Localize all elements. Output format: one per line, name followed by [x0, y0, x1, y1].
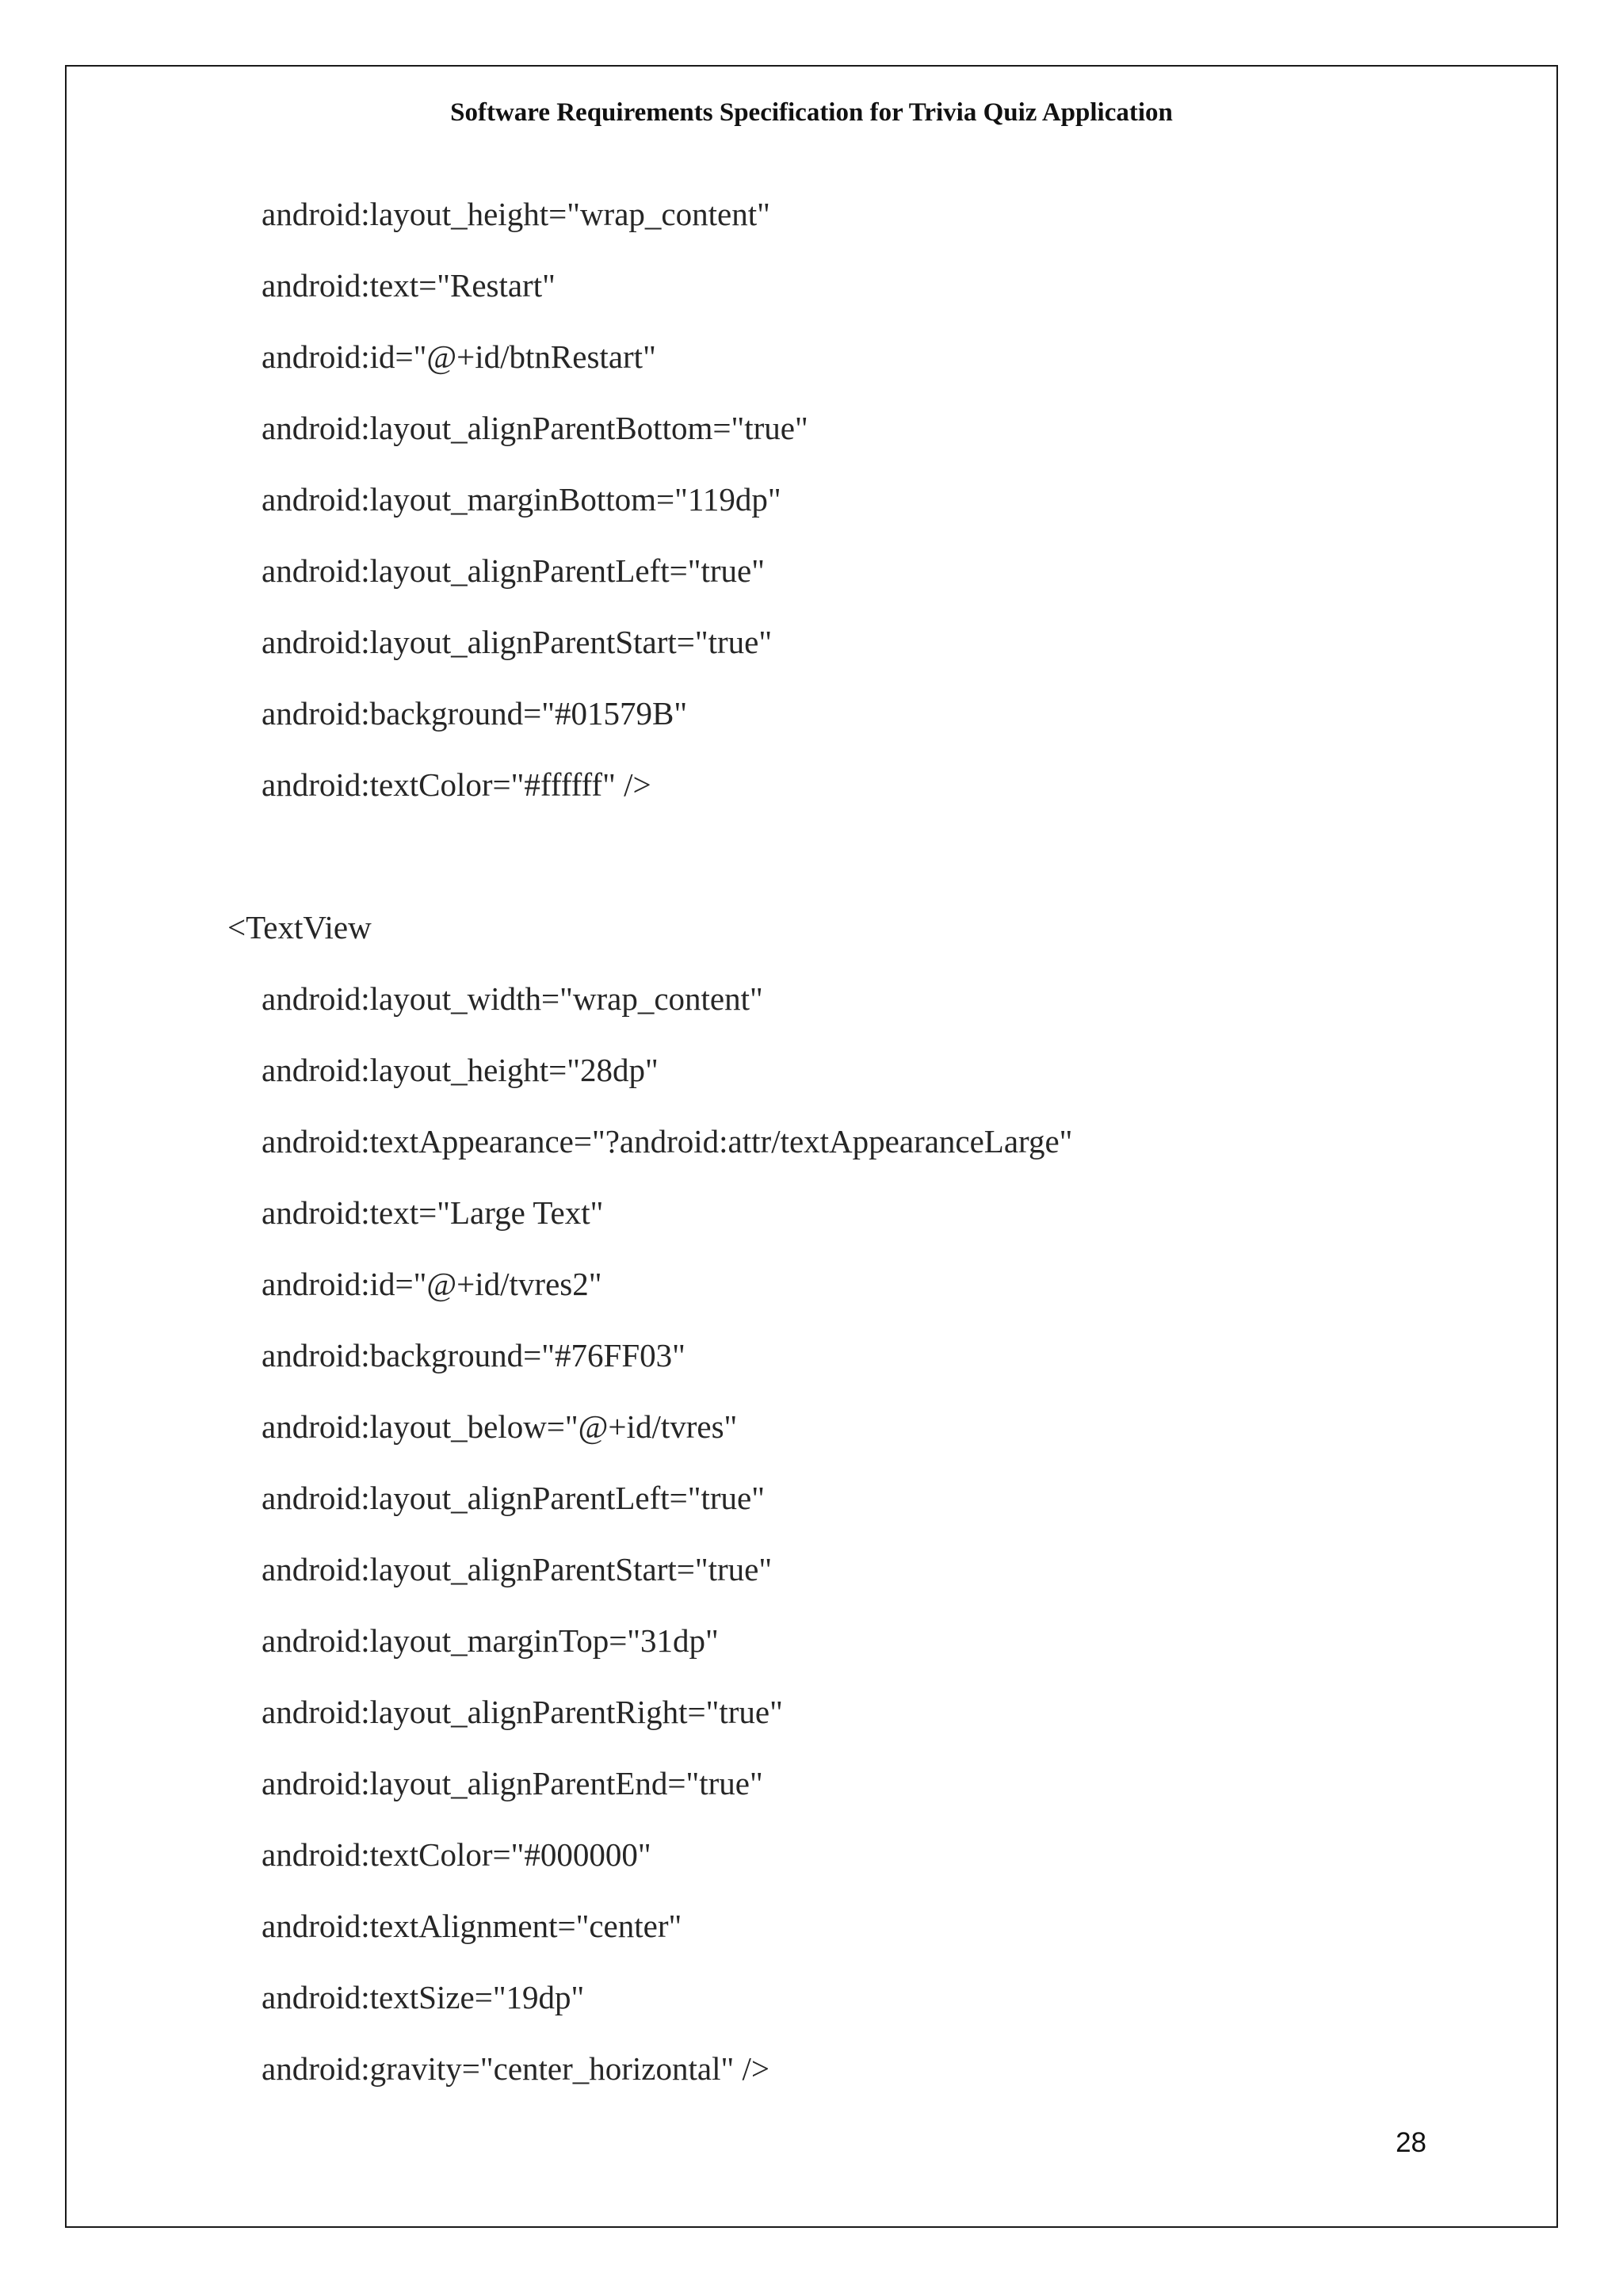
code-line: android:layout_marginBottom="119dp"	[262, 481, 781, 518]
code-line: android:textSize="19dp"	[262, 1979, 585, 2015]
code-line: android:textAppearance="?android:attr/textAppearanceLarge"	[262, 1123, 1073, 1159]
code-line: android:text="Restart"	[262, 267, 556, 304]
code-line: android:layout_below="@+id/tvres"	[262, 1408, 738, 1445]
code-line: android:textColor="#000000"	[262, 1836, 651, 1873]
code-line: android:text="Large Text"	[262, 1194, 604, 1231]
code-line: android:textColor="#ffffff" />	[262, 766, 651, 803]
page-header-title: Software Requirements Specification for Trivia Quiz Application	[450, 98, 1173, 127]
code-line: android:background="#01579B"	[262, 695, 688, 732]
code-line: android:layout_marginTop="31dp"	[262, 1622, 719, 1659]
code-line-tag: <TextView	[227, 909, 372, 946]
code-line: android:layout_height="28dp"	[262, 1052, 659, 1088]
code-line: android:layout_alignParentBottom="true"	[262, 410, 808, 446]
code-line: android:gravity="center_horizontal" />	[262, 2050, 769, 2087]
code-line: android:id="@+id/btnRestart"	[262, 338, 656, 375]
code-line: android:layout_alignParentLeft="true"	[262, 552, 765, 589]
code-line: android:layout_width="wrap_content"	[262, 980, 763, 1017]
code-line: android:layout_alignParentLeft="true"	[262, 1480, 765, 1516]
code-line: android:textAlignment="center"	[262, 1908, 682, 1944]
page-number: 28	[1396, 2127, 1426, 2158]
code-line: android:layout_height="wrap_content"	[262, 196, 770, 232]
code-line: android:id="@+id/tvres2"	[262, 1266, 602, 1302]
code-line: android:layout_alignParentRight="true"	[262, 1694, 783, 1730]
code-line: android:layout_alignParentStart="true"	[262, 1551, 773, 1587]
code-line: android:layout_alignParentEnd="true"	[262, 1765, 763, 1801]
code-line: android:background="#76FF03"	[262, 1337, 685, 1373]
code-line: android:layout_alignParentStart="true"	[262, 624, 773, 660]
